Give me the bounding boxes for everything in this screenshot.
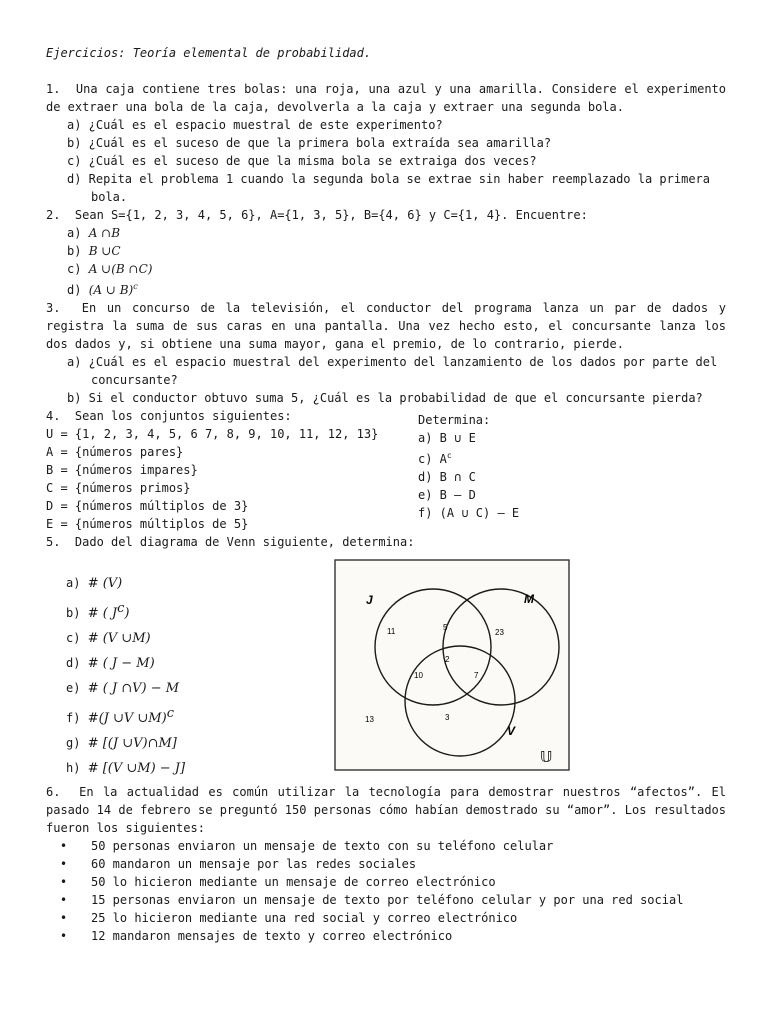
exercise-6-text: 6. En la actualidad es común utilizar la tecnología para demostrar nuestros “afectos”. El pasado 14 de febrero se preguntó 150 personas cómo habían demostrado su “amor”. Los resultados fueron los siguientes: [46, 785, 734, 835]
venn-diagram [334, 559, 570, 771]
set-definition: E = {números múltiplos de 5} [46, 517, 249, 531]
region-v-only: 3 [445, 713, 450, 722]
exercise-4-text: 4. Sean los conjuntos siguientes: [46, 409, 292, 423]
region-j-m: 5 [443, 623, 448, 632]
region-j-v: 10 [414, 671, 423, 680]
exercise-1-item: d) Repita el problema 1 cuando la segunda bola se extrae sin haber reemplazado la primera bola. [67, 172, 718, 204]
exercise-1-item: c) ¿Cuál es el suceso de que la misma bola se extraiga dos veces? [67, 154, 537, 168]
set-definition: C = {números primos} [46, 481, 191, 495]
exercise-6-list [46, 837, 726, 945]
set-definition: U = {1, 2, 3, 4, 5, 6 7, 8, 9, 10, 11, 12, 13} [46, 427, 379, 441]
label-m: M [524, 592, 534, 606]
exercise-5-item: f) #(J ∪V ∪M)$^c$ [66, 706, 174, 726]
exercise-5-item: c) # (V ∪M) [66, 631, 151, 646]
exercise-5-item: b) # ( $J^c$) [66, 601, 130, 621]
region-m-v: 7 [474, 671, 479, 680]
set-definition: D = {números múltiplos de 3} [46, 499, 249, 513]
worksheet [46, 44, 734, 945]
exercise-2-text: 2. Sean S={1, 2, 3, 4, 5, 6}, A={1, 3, 5}, B={4, 6} y C={1, 4}. Encuentre: [46, 208, 588, 222]
label-v: V [507, 724, 516, 738]
exercise-5-questions [66, 571, 326, 781]
exercise-3-item: b) Si el conductor obtuvo suma 5, ¿Cuál es la probabilidad de que el concursante pierda? [67, 391, 703, 405]
list-item: • 25 lo hicieron mediante una red social y correo electrónico [46, 909, 726, 927]
exercise-5-text: 5. Dado del diagrama de Venn siguiente, determina: [46, 535, 415, 549]
list-item: • 12 mandaron mensajes de texto y correo electrónico [46, 927, 726, 945]
exercise-5-item: d) # ( J − M) [66, 656, 155, 671]
exercise-5-item: a) # (V) [66, 576, 123, 591]
exercise-3-text: 3. En un concurso de la televisión, el conductor del programa lanza un par de dados y registra la suma de sus caras en una pantalla. Una vez hecho esto, el concursante lanza los dos dados y, si obtiene una suma mayor, gana el premio, de lo contrario, pierde. [46, 301, 734, 351]
exercise-4-item: a) B ∪ E [418, 431, 476, 445]
region-m-only: 23 [495, 628, 504, 637]
exercise-5-item: h) # [(V ∪M) − J] [66, 761, 186, 776]
exercise-2-item: b) B ∪C [67, 244, 121, 258]
list-item: • 50 lo hicieron mediante un mensaje de correo electrónico [46, 873, 726, 891]
exercise-4-sets [46, 407, 406, 533]
exercise-2-item: c) A ∪(B ∩C) [67, 262, 153, 276]
exercise-3-item: a) ¿Cuál es el espacio muestral del experimento del lanzamiento de los dados por parte del concursante? [67, 355, 725, 387]
list-item: • 60 mandaron un mensaje por las redes sociales [46, 855, 726, 873]
exercise-5 [46, 559, 726, 776]
exercise-1-text: 1. Una caja contiene tres bolas: una roja, una azul y una amarilla. Considere el experimento de extraer una bola de la caja, devolverla a la caja y extraer una segunda bola. [46, 82, 734, 114]
region-outside: 13 [365, 715, 374, 724]
list-item: • 50 personas enviaron un mensaje de texto con su teléfono celular [46, 837, 726, 855]
exercise-2-item: d) (A ∪ B)$^c$ [67, 282, 138, 297]
region-j-only: 11 [387, 627, 396, 636]
region-center: 2 [445, 655, 450, 664]
exercise-4-item: e) B – D [418, 488, 476, 502]
label-j: J [366, 593, 373, 607]
exercise-1-item: b) ¿Cuál es el suceso de que la primera bola extraída sea amarilla? [67, 136, 552, 150]
page-title: Ejercicios: Teoría elemental de probabilidad. [46, 46, 372, 60]
list-item: • 15 personas enviaron un mensaje de texto por teléfono celular y por una red social [46, 891, 726, 909]
set-definition: A = {números pares} [46, 445, 184, 459]
determine-title: Determina: [418, 413, 491, 427]
exercise-4-item: d) B ∩ C [418, 470, 476, 484]
exercise-5-item: g) # [(J ∪V)∩M] [66, 736, 177, 751]
set-definition: B = {números impares} [46, 463, 198, 477]
exercise-5-item: e) # ( J ∩V) − M [66, 681, 180, 696]
exercise-4-item: f) (A ∪ C) – E [418, 506, 520, 520]
exercise-4-determine [418, 411, 718, 522]
exercise-1-item: a) ¿Cuál es el espacio muestral de este experimento? [67, 118, 443, 132]
exercise-4-item: c) $A^c$ [418, 451, 452, 466]
exercise-2-item: a) A ∩B [67, 226, 121, 240]
label-universe: 𝕌 [540, 748, 553, 766]
exercise-4 [46, 407, 726, 531]
